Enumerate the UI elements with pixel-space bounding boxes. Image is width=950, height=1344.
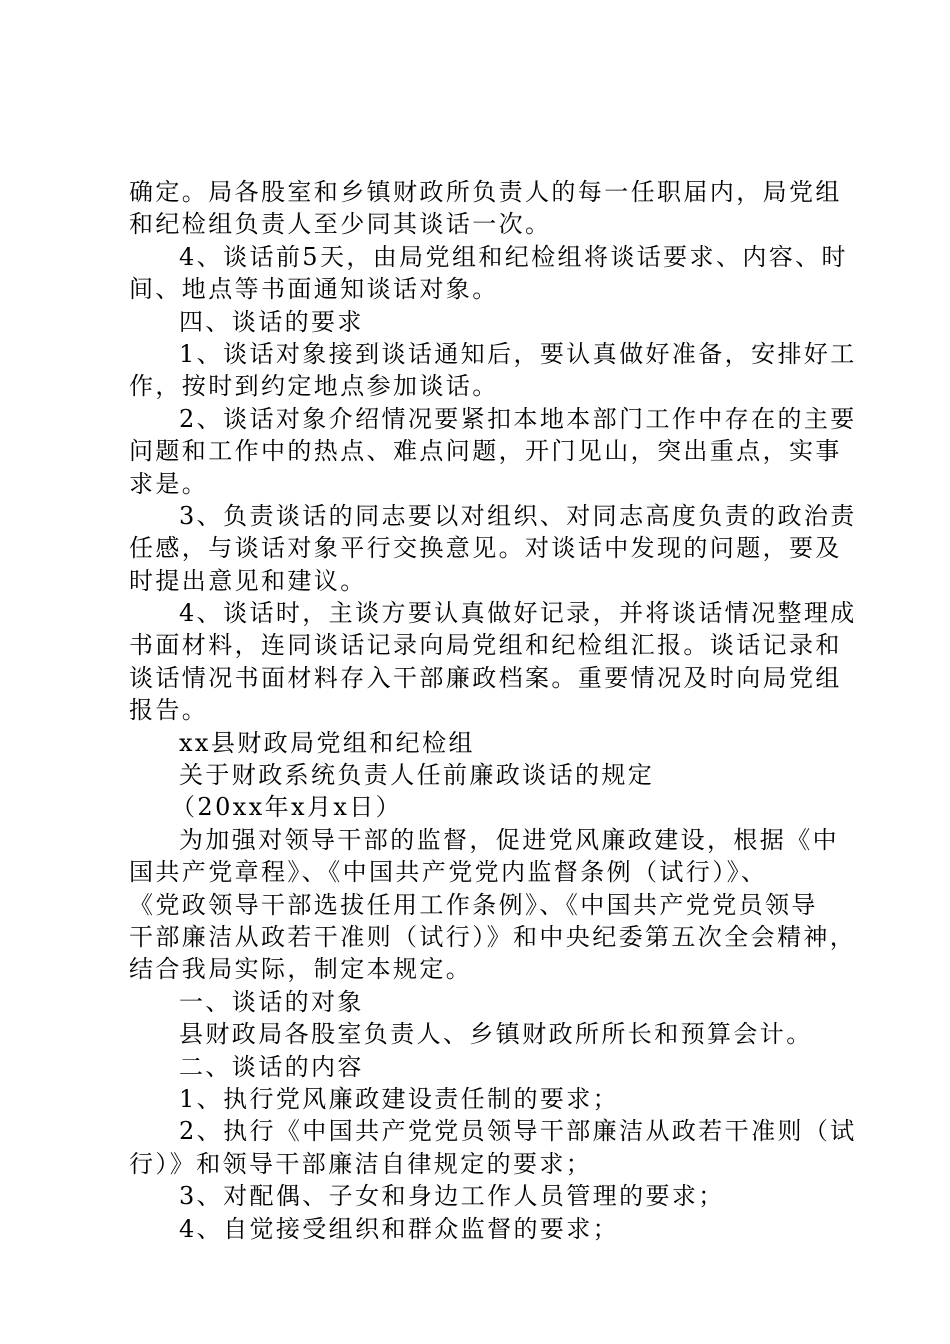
text-line: 任感，与谈话对象平行交换意见。对谈话中发现的问题，要及 (129, 534, 842, 563)
text-line: 四、谈话的要求 (179, 307, 364, 336)
text-line: 谈话情况书面材料存入干部廉政档案。重要情况及时向局党组 (129, 663, 842, 692)
text-line: 一、谈话的对象 (179, 987, 364, 1016)
text-line: 确定。局各股室和乡镇财政所负责人的每一任职届内，局党组 (129, 178, 842, 206)
text-line: 4、谈话前5天，由局党组和纪检组将谈话要求、内容、时 (179, 242, 848, 271)
text-line: 干部廉洁从政若干准则（试行）》和中央纪委第五次全会精神， (129, 922, 857, 951)
text-line: 和纪检组负责人至少同其谈话一次。 (129, 210, 552, 239)
text-line: xx县财政局党组和纪检组 (179, 728, 475, 757)
text-line: 县财政局各股室负责人、乡镇财政所所长和预算会计。 (179, 1020, 813, 1049)
text-line: 2、谈话对象介绍情况要紧扣本地本部门工作中存在的主要 (179, 404, 857, 433)
text-line: 《党政领导干部选拔任用工作条例》、《中国共产党党员领导 (129, 890, 818, 919)
text-line: 问题和工作中的热点、难点问题，开门见山，突出重点，实事 (129, 437, 842, 466)
text-line: 1、谈话对象接到谈话通知后，要认真做好准备，安排好工 (179, 339, 857, 368)
text-line: 3、负责谈话的同志要以对组织、对同志高度负责的政治责 (179, 501, 857, 530)
text-line: （20xx年x月x日） (171, 793, 403, 822)
text-line: 间、地点等书面通知谈话对象。 (129, 275, 499, 304)
text-line: 行）》和领导干部廉洁自律规定的要求； (129, 1149, 593, 1178)
text-line: 结合我局实际，制定本规定。 (129, 955, 473, 984)
text-line: 2、执行《中国共产党党员领导干部廉洁从政若干准则（试 (179, 1117, 857, 1146)
text-line: 时提出意见和建议。 (129, 566, 367, 595)
text-line: 3、对配偶、子女和身边工作人员管理的要求； (179, 1182, 725, 1211)
document-body (129, 176, 857, 1245)
text-line: 书面材料，连同谈话记录向局党组和纪检组汇报。谈话记录和 (129, 631, 842, 660)
text-line: 为加强对领导干部的监督，促进党风廉政建设，根据《中 (179, 825, 839, 854)
text-line: 4、自觉接受组织和群众监督的要求； (179, 1214, 620, 1243)
text-line: 国共产党章程》、《中国共产党党内监督条例（试行）》、 (129, 858, 768, 887)
text-line: 作，按时到约定地点参加谈话。 (129, 372, 499, 401)
text-line: 关于财政系统负责人任前廉政谈话的规定 (179, 761, 655, 790)
text-line: 1、执行党风廉政建设责任制的要求； (179, 1084, 620, 1113)
text-line: 4、谈话时，主谈方要认真做好记录，并将谈话情况整理成 (179, 599, 857, 628)
text-line: 求是。 (129, 469, 209, 498)
text-line: 报告。 (129, 696, 209, 725)
text-line: 二、谈话的内容 (179, 1052, 364, 1081)
